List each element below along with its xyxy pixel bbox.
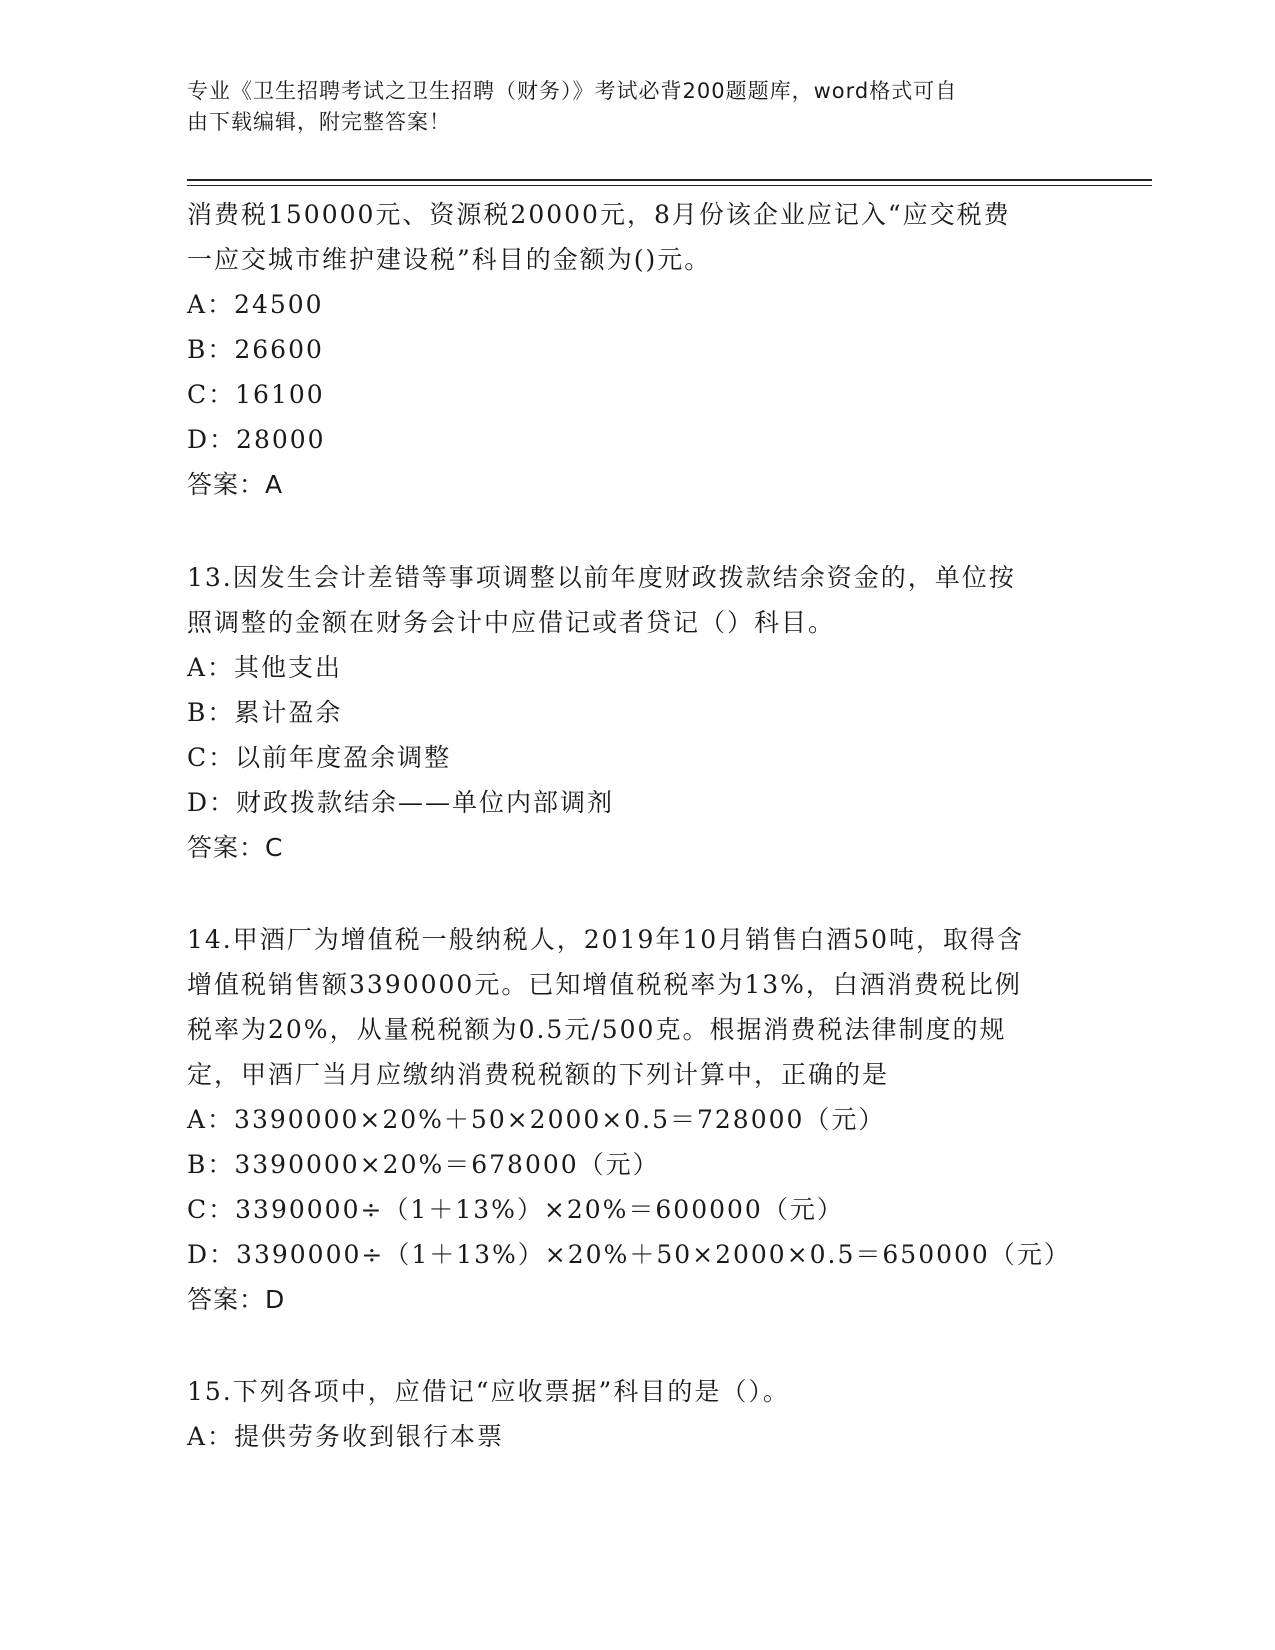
question-stem-line: 一应交城市维护建设税”科目的金额为()元。 (187, 245, 712, 274)
header-line-1: 专业《卫生招聘考试之卫生招聘（财务）》考试必背200题题库，word格式可自 (187, 79, 958, 103)
option-b: B：3390000×20%＝678000（元） (187, 1150, 660, 1179)
answer-line: 答案：A (187, 470, 284, 499)
option-a: A：24500 (187, 290, 324, 319)
option-a: A：提供劳务收到银行本票 (187, 1422, 505, 1451)
question-12 (187, 192, 1087, 507)
option-a: A：3390000×20%＋50×2000×0.5＝728000（元） (187, 1105, 886, 1134)
question-stem-line: 定，甲酒厂当月应缴纳消费税税额的下列计算中，正确的是 (187, 1060, 890, 1089)
option-d: D：3390000÷（1＋13%）×20%＋50×2000×0.5＝650000（元） (187, 1240, 1071, 1269)
question-stem-line: 税率为20%，从量税税额为0.5元/500克。根据消费税法律制度的规 (187, 1015, 1007, 1044)
option-c: C：16100 (187, 380, 325, 409)
question-stem-line: 15.下列各项中，应借记“应收票据”科目的是（）。 (187, 1377, 790, 1406)
question-stem-line: 消费税150000元、资源税20000元，8月份该企业应记入“应交税费 (187, 200, 1011, 229)
question-stem-line: 增值税销售额3390000元。已知增值税税率为13%，白酒消费税比例 (187, 970, 1022, 999)
question-list (187, 192, 1087, 1506)
header-rule-thin (187, 185, 1152, 186)
question-stem-line: 照调整的金额在财务会计中应借记或者贷记（）科目。 (187, 608, 836, 637)
question-15 (187, 1369, 1087, 1459)
document-header (187, 76, 1067, 138)
option-a: A：其他支出 (187, 653, 343, 682)
option-c: C：以前年度盈余调整 (187, 743, 452, 772)
option-b: B：累计盈余 (187, 698, 343, 727)
answer-line: 答案：C (187, 833, 284, 862)
option-c: C：3390000÷（1＋13%）×20%＝600000（元） (187, 1195, 844, 1224)
option-d: D：财政拨款结余——单位内部调剂 (187, 788, 615, 817)
question-stem-line: 13.因发生会计差错等事项调整以前年度财政拨款结余资金的，单位按 (187, 563, 1016, 592)
option-d: D：28000 (187, 425, 326, 454)
option-b: B：26600 (187, 335, 324, 364)
question-13 (187, 555, 1087, 870)
question-14 (187, 917, 1087, 1322)
answer-line: 答案：D (187, 1285, 286, 1314)
question-stem-line: 14.甲酒厂为增值税一般纳税人，2019年10月销售白酒50吨，取得含 (187, 925, 1025, 954)
header-line-2: 由下载编辑，附完整答案！ (187, 110, 451, 134)
header-rule-thick (187, 179, 1152, 181)
